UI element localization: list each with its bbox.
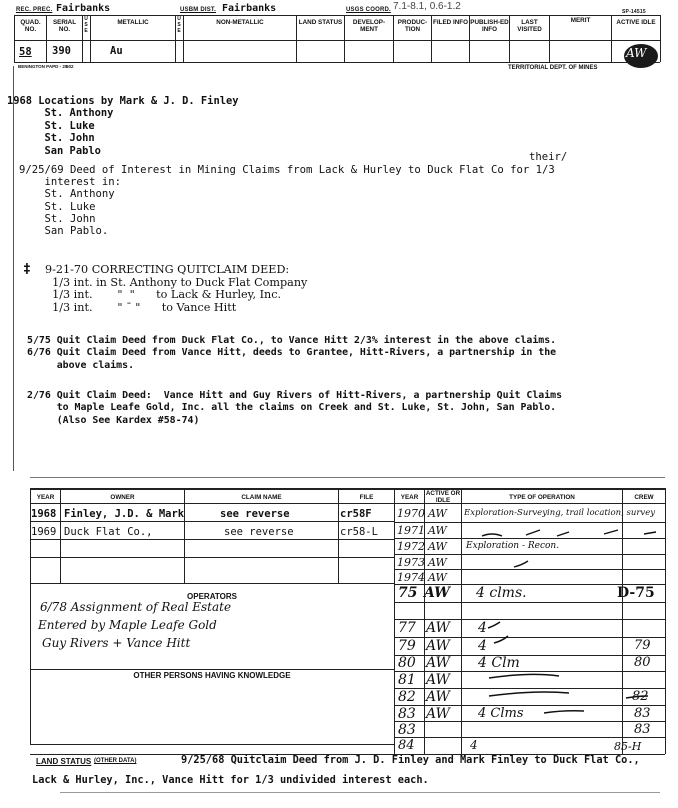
table-vline [60, 488, 61, 583]
col-serial: SERIAL NO. [52, 19, 77, 33]
op-status: AW [424, 585, 450, 601]
col-active-idle: ACTIVE IDLE [616, 19, 656, 26]
hdr-file: FILE [359, 494, 374, 501]
op-status: AW [428, 556, 447, 569]
hdr-year-2: YEAR [400, 494, 419, 501]
op-year: 1972 [397, 540, 425, 553]
table-vline [184, 488, 185, 583]
col-use-2: U S E [177, 16, 181, 34]
header-vline [660, 15, 661, 62]
quitclaim-1975-1976-block: 5/75 Quit Claim Deed from Duck Flat Co., to Vance Hitt 2/3% interest in the above claims. 6/76 Quit Claim Deed from Vance Hitt, deeds to Grantee, Hitt-Rivers, a partnership in the above claims. [27, 335, 557, 371]
op-year: 79 [398, 638, 416, 654]
op-crew: 85-H [614, 740, 642, 753]
owner-year: 1969 [31, 526, 57, 538]
land-status-line-2: Lack & Hurley, Inc., Vance Hitt for 1/3 undivided interest each. [32, 774, 429, 786]
quitclaim-1976-maple-block: 2/76 Quit Claim Deed: Vance Hitt and Guy Rivers of Hitt-Rivers, a partnership Quit Claims to Maple Leafe Gold, Inc. all the claims on Creek and St. Luke, St. John, San Pablo. (Also See Kardex #58-74) [27, 390, 563, 426]
operators-rule [30, 583, 394, 584]
op-type: 4 clms. [476, 585, 527, 601]
op-crew: 83 [634, 722, 651, 737]
territorial-dept: TERRITORIAL DEPT. OF MINES [508, 65, 598, 71]
operator-note: Entered by Maple Leafe Gold [38, 618, 217, 632]
op-year: 1971 [397, 524, 425, 537]
op-status: AW [426, 638, 450, 654]
table-dash-rule [30, 477, 665, 478]
owner-file: cr58F [340, 508, 372, 520]
usbm-dist-label: USBM DIST. [180, 7, 217, 13]
op-status: AW [426, 706, 450, 722]
land-status-line-1: 9/25/68 Quitclaim Deed from J. D. Finley and Mark Finley to Duck Flat Co., [181, 754, 640, 766]
owner-row-rule [30, 557, 394, 558]
operator-note: Guy Rivers + Vance Hitt [42, 636, 191, 650]
header-rule-2 [14, 40, 660, 41]
correcting-quitclaim-block: 9-21-70 CORRECTING QUITCLAIM DEED: 1/3 int. in St. Anthony to Duck Flat Company 1/3 int. " " to Lack & Hurley, Inc. 1/3 int. " ˉ " to Vance Hitt [45, 263, 308, 314]
active-idle-mark: AW [626, 46, 647, 60]
op-year: 83 [398, 706, 416, 722]
op-year: 81 [398, 672, 416, 688]
hdr-crew: CREW [634, 494, 654, 501]
op-crew: 82 [632, 689, 649, 704]
op-status: AW [426, 620, 450, 636]
deed-of-interest-block: 9/25/69 Deed of Interest in Mining Claims from Lack & Hurley to Duck Flat Co for 1/3 interest in: St. Anthony St. Luke St. John San Pablo. [19, 164, 555, 238]
usgs-coord-label: USGS COORD. [346, 7, 391, 13]
op-status: AW [426, 672, 450, 688]
op-type: 4 Clm [478, 655, 520, 671]
col-published-info: PUBLISH-ED INFO [470, 19, 509, 33]
table-vline [338, 488, 339, 583]
land-status-sublabel: (OTHER DATA) [94, 758, 137, 764]
rec-prec-label: REC. PREC. [16, 7, 53, 13]
op-crew: D-75 [617, 585, 655, 601]
serial-no-value: 390 [52, 45, 71, 57]
op-status: AW [426, 655, 450, 671]
op-status: AW [428, 507, 447, 520]
op-status: AW [428, 571, 447, 584]
hdr-type-of-operation: TYPE OF OPERATION [509, 494, 575, 501]
operator-note: 6/78 Assignment of Real Estate [40, 600, 232, 614]
left-bottom-rule [30, 744, 394, 745]
bottom-rule [60, 792, 660, 793]
col-land-status: LAND STATUS [298, 19, 343, 26]
col-quad: QUAD. NO. [20, 19, 41, 33]
correction-marker: ‡ [23, 262, 31, 277]
col-use-1: U S E [84, 16, 88, 34]
printer-code: 502 [66, 64, 74, 69]
others-rule [30, 669, 394, 670]
usgs-coord-value: 7.1-8.1, 0.6-1.2 [393, 1, 461, 12]
locations-block: 1968 Locations by Mark & J. D. Finley St. Anthony St. Luke St. John San Pablo [7, 95, 239, 157]
printer-footnote: BENINGTON PAPD - 20 [18, 64, 68, 69]
col-merit: MERIT [570, 17, 591, 24]
operators-label: OPERATORS [187, 592, 237, 601]
owner-claim: see reverse [224, 526, 294, 538]
owner-row-rule [30, 521, 394, 522]
owner-row-rule [30, 539, 394, 540]
handwritten-strokes [394, 488, 665, 754]
op-type: 4 [478, 638, 487, 654]
op-status: AW [428, 524, 447, 537]
op-year: 77 [398, 620, 416, 636]
their-note: their/ [529, 151, 568, 163]
others-label: OTHER PERSONS HAVING KNOWLEDGE [133, 671, 291, 680]
hdr-year: YEAR [36, 494, 55, 501]
op-type: Exploration - Recon. [466, 541, 560, 551]
hdr-active-idle: ACTIVE OR IDLE [425, 490, 461, 504]
op-type: 4 [478, 620, 487, 636]
quad-no-value: 58 [19, 46, 32, 58]
op-crew: 83 [634, 706, 651, 721]
metallic-value: Au [110, 45, 123, 57]
op-year: 82 [398, 689, 416, 705]
op-year: 1973 [397, 556, 425, 569]
op-status: AW [426, 689, 450, 705]
owner-claim: see reverse [220, 508, 290, 520]
form-number: SP-14515 [622, 9, 646, 15]
op-year: 83 [398, 722, 416, 738]
col-last-visited: LAST VISITED [517, 19, 542, 33]
usbm-dist-value: Fairbanks [222, 3, 277, 14]
owner-year: 1968 [31, 508, 57, 520]
op-year: 1974 [397, 571, 425, 584]
rec-prec-value: Fairbanks [56, 3, 111, 14]
hdr-claim-name: CLAIM NAME [241, 494, 282, 501]
op-type: Exploration-Surveying, trail location, survey [464, 508, 656, 518]
owner-name: Duck Flat Co., [64, 526, 153, 538]
op-status: AW [428, 540, 447, 553]
col-development: DEVELOP-MENT [352, 19, 386, 33]
hdr-owner: OWNER [110, 494, 135, 501]
op-year: 84 [398, 738, 415, 753]
header-rule-3 [14, 62, 660, 63]
col-non-metallic: NON-METALLIC [216, 19, 264, 26]
op-year: 1970 [397, 507, 425, 520]
col-production: PRODUC-TION [397, 19, 428, 33]
op-type: 4 Clms [478, 706, 524, 721]
col-metallic: METALLIC [117, 19, 149, 26]
owner-file: cr58-L [340, 526, 378, 538]
op-type: 4 [470, 738, 478, 752]
table-vline [665, 488, 666, 754]
col-filed-info: FILED INFO [433, 19, 468, 26]
owner-name: Finley, J.D. & Mark [64, 508, 185, 520]
header-rule-1 [14, 15, 660, 16]
land-status-label: LAND STATUS [36, 757, 92, 766]
op-crew: 79 [634, 638, 651, 653]
op-crew: 80 [634, 655, 651, 670]
op-year: 75 [398, 585, 418, 601]
op-year: 80 [398, 655, 416, 671]
